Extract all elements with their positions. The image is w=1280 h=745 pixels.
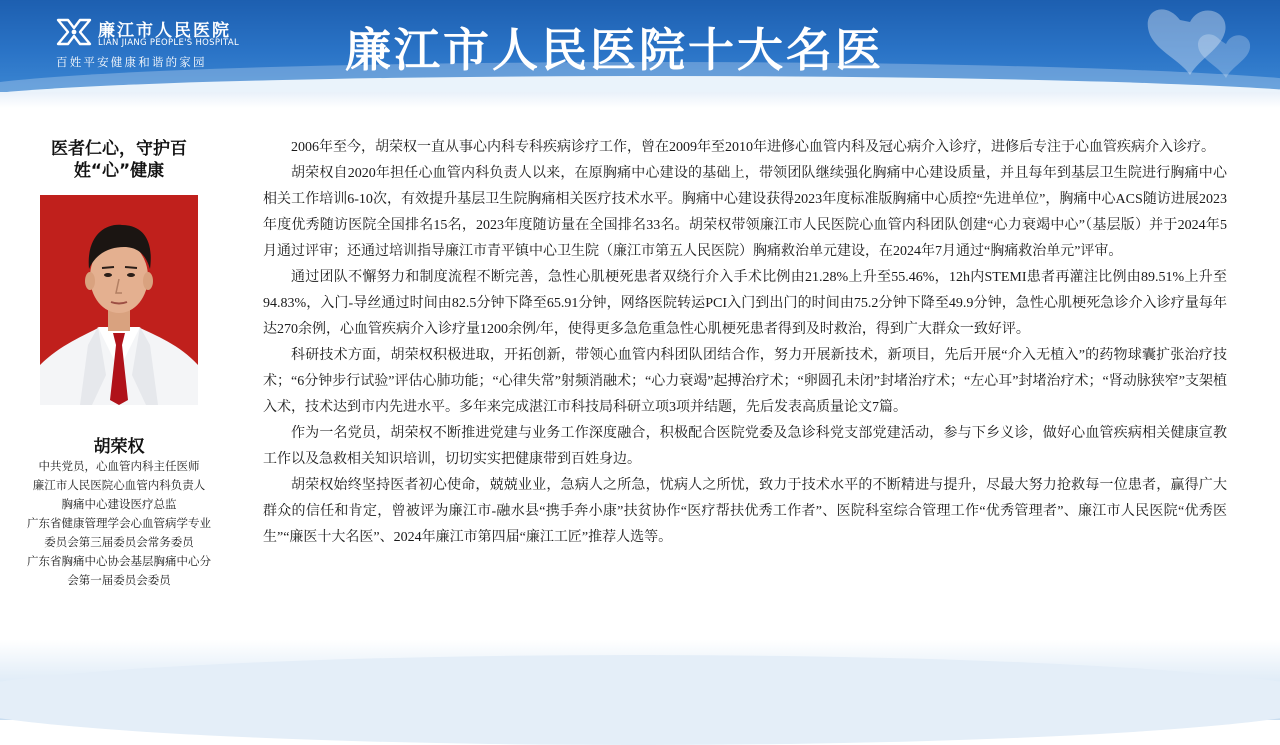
hospital-name-en: LIAN JIANG PEOPLE'S HOSPITAL [98, 38, 240, 48]
header-banner [0, 0, 1280, 92]
bio-paragraph: 胡荣权始终坚持医者初心使命，兢兢业业，急病人之所急，忧病人之所忧，致力于技术水平的不断精进与提升，尽最大努力抢救每一位患者，赢得广大群众的信任和肯定，曾被评为廉江市-融水县“携手奔小康”扶贫协作“医疗帮扶优秀工作者”、医院科室综合管理工作“优秀管理者”、廉江市人民医院“优秀医生”“廉医十大名医”、2024年廉江市第四届“廉江工匠”推荐人选等。 [263, 478, 1227, 545]
doctor-title-line: 廉江市人民医院心血管内科负责人 [32, 478, 206, 492]
doctor-title-line: 广东省胸痛中心协会基层胸痛中心分 [27, 554, 211, 568]
doctor-biography [263, 135, 1227, 551]
doctor-titles [5, 457, 233, 590]
hospital-slogan: 百姓平安健康和谐的家园 [56, 55, 207, 69]
hospital-name-cn: 廉江市人民医院 [98, 21, 231, 41]
doctor-photo [40, 195, 198, 405]
header-sub-band [0, 92, 1280, 108]
doctor-portrait-icon [40, 195, 198, 405]
footer-wave [0, 655, 1280, 745]
bio-paragraph: 胡荣权自2020年担任心血管内科负责人以来，在原胸痛中心建设的基础上，带领团队继续强化胸痛中心建设质量，并且每年到基层卫生院进行胸痛中心相关工作培训6-10次，有效提升基层卫生院胸痛相关医疗技术水平。胸痛中心建设获得2023年度标准版胸痛中心质控“先进单位”，胸痛中心ACS随访进展2023年度优秀随访医院全国排名15名，2023年度随访量在全国排名33名。胡荣权带领廉江市人民医院心血管内科团队创建“心力衰竭中心”（基层版）并于2024年5月通过评审；还通过培训指导廉江市青平镇中心卫生院（廉江市第五人民医院）胸痛救治单元建设，在2024年7月通过“胸痛救治单元”评审。 [263, 166, 1227, 259]
hospital-logo [56, 14, 256, 74]
doctor-motto [35, 138, 203, 182]
doctor-motto-line2: 姓“心”健康 [73, 161, 165, 181]
bio-paragraph: 通过团队不懈努力和制度流程不断完善，急性心肌梗死患者双绕行介入手术比例由21.28%上升至55.46%，12h内STEMI患者再灌注比例由89.51%上升至94.83%，入门-导丝通过时间由82.5分钟下降至65.91分钟，网络医院转运PCI入门到出门的时间由75.2分钟下降至49.9分钟，急性心肌梗死急诊介入诊疗量每年达270余例，心血管疾病介入诊疗量1200余例/年，使得更多急危重急性心肌梗死患者得到及时救治，得到广大群众一致好评。 [263, 270, 1227, 337]
page-title: 廉江市人民医院十大名医 [345, 23, 884, 77]
doctor-title-line: 广东省健康管理学会心血管病学专业 [27, 516, 211, 530]
bio-paragraph: 作为一名党员，胡荣权不断推进党建与业务工作深度融合，积极配合医院党委及急诊科党支部党建活动，参与下乡义诊，做好心血管疾病相关健康宣教工作以及急救相关知识培训，切切实实把健康带到百姓身边。 [263, 426, 1227, 467]
doctor-motto-line1: 医者仁心，守护百 [51, 139, 187, 159]
hearts-decoration-icon [1070, 0, 1270, 92]
bio-paragraph: 2006年至今，胡荣权一直从事心内科专科疾病诊疗工作，曾在2009年至2010年进修心血管内科及冠心病介入诊疗，进修后专注于心血管疾病介入诊疗。 [291, 140, 1215, 155]
doctor-title-line: 委员会第三届委员会常务委员 [44, 535, 194, 549]
doctor-title-line: 胸痛中心建设医疗总监 [61, 497, 177, 511]
bio-paragraph: 科研技术方面，胡荣权积极进取，开拓创新，带领心血管内科团队团结合作，努力开展新技术，新项目，先后开展“介入无植入”的药物球囊扩张治疗技术；“6分钟步行试验”评估心肺功能；“心律失常”射频消融术；“心力衰竭”起搏治疗术；“卵圆孔未闭”封堵治疗术；“左心耳”封堵治疗术；“肾动脉狭窄”支架植入术，技术达到市内先进水平。多年来完成湛江市科技局科研立项3项并结题，先后发表高质量论文7篇。 [263, 348, 1227, 415]
doctor-title-line: 会第一届委员会委员 [67, 573, 171, 587]
hospital-logo-icon [56, 16, 92, 46]
doctor-title-line: 中共党员，心血管内科主任医师 [38, 459, 200, 473]
doctor-name: 胡荣权 [93, 437, 145, 457]
